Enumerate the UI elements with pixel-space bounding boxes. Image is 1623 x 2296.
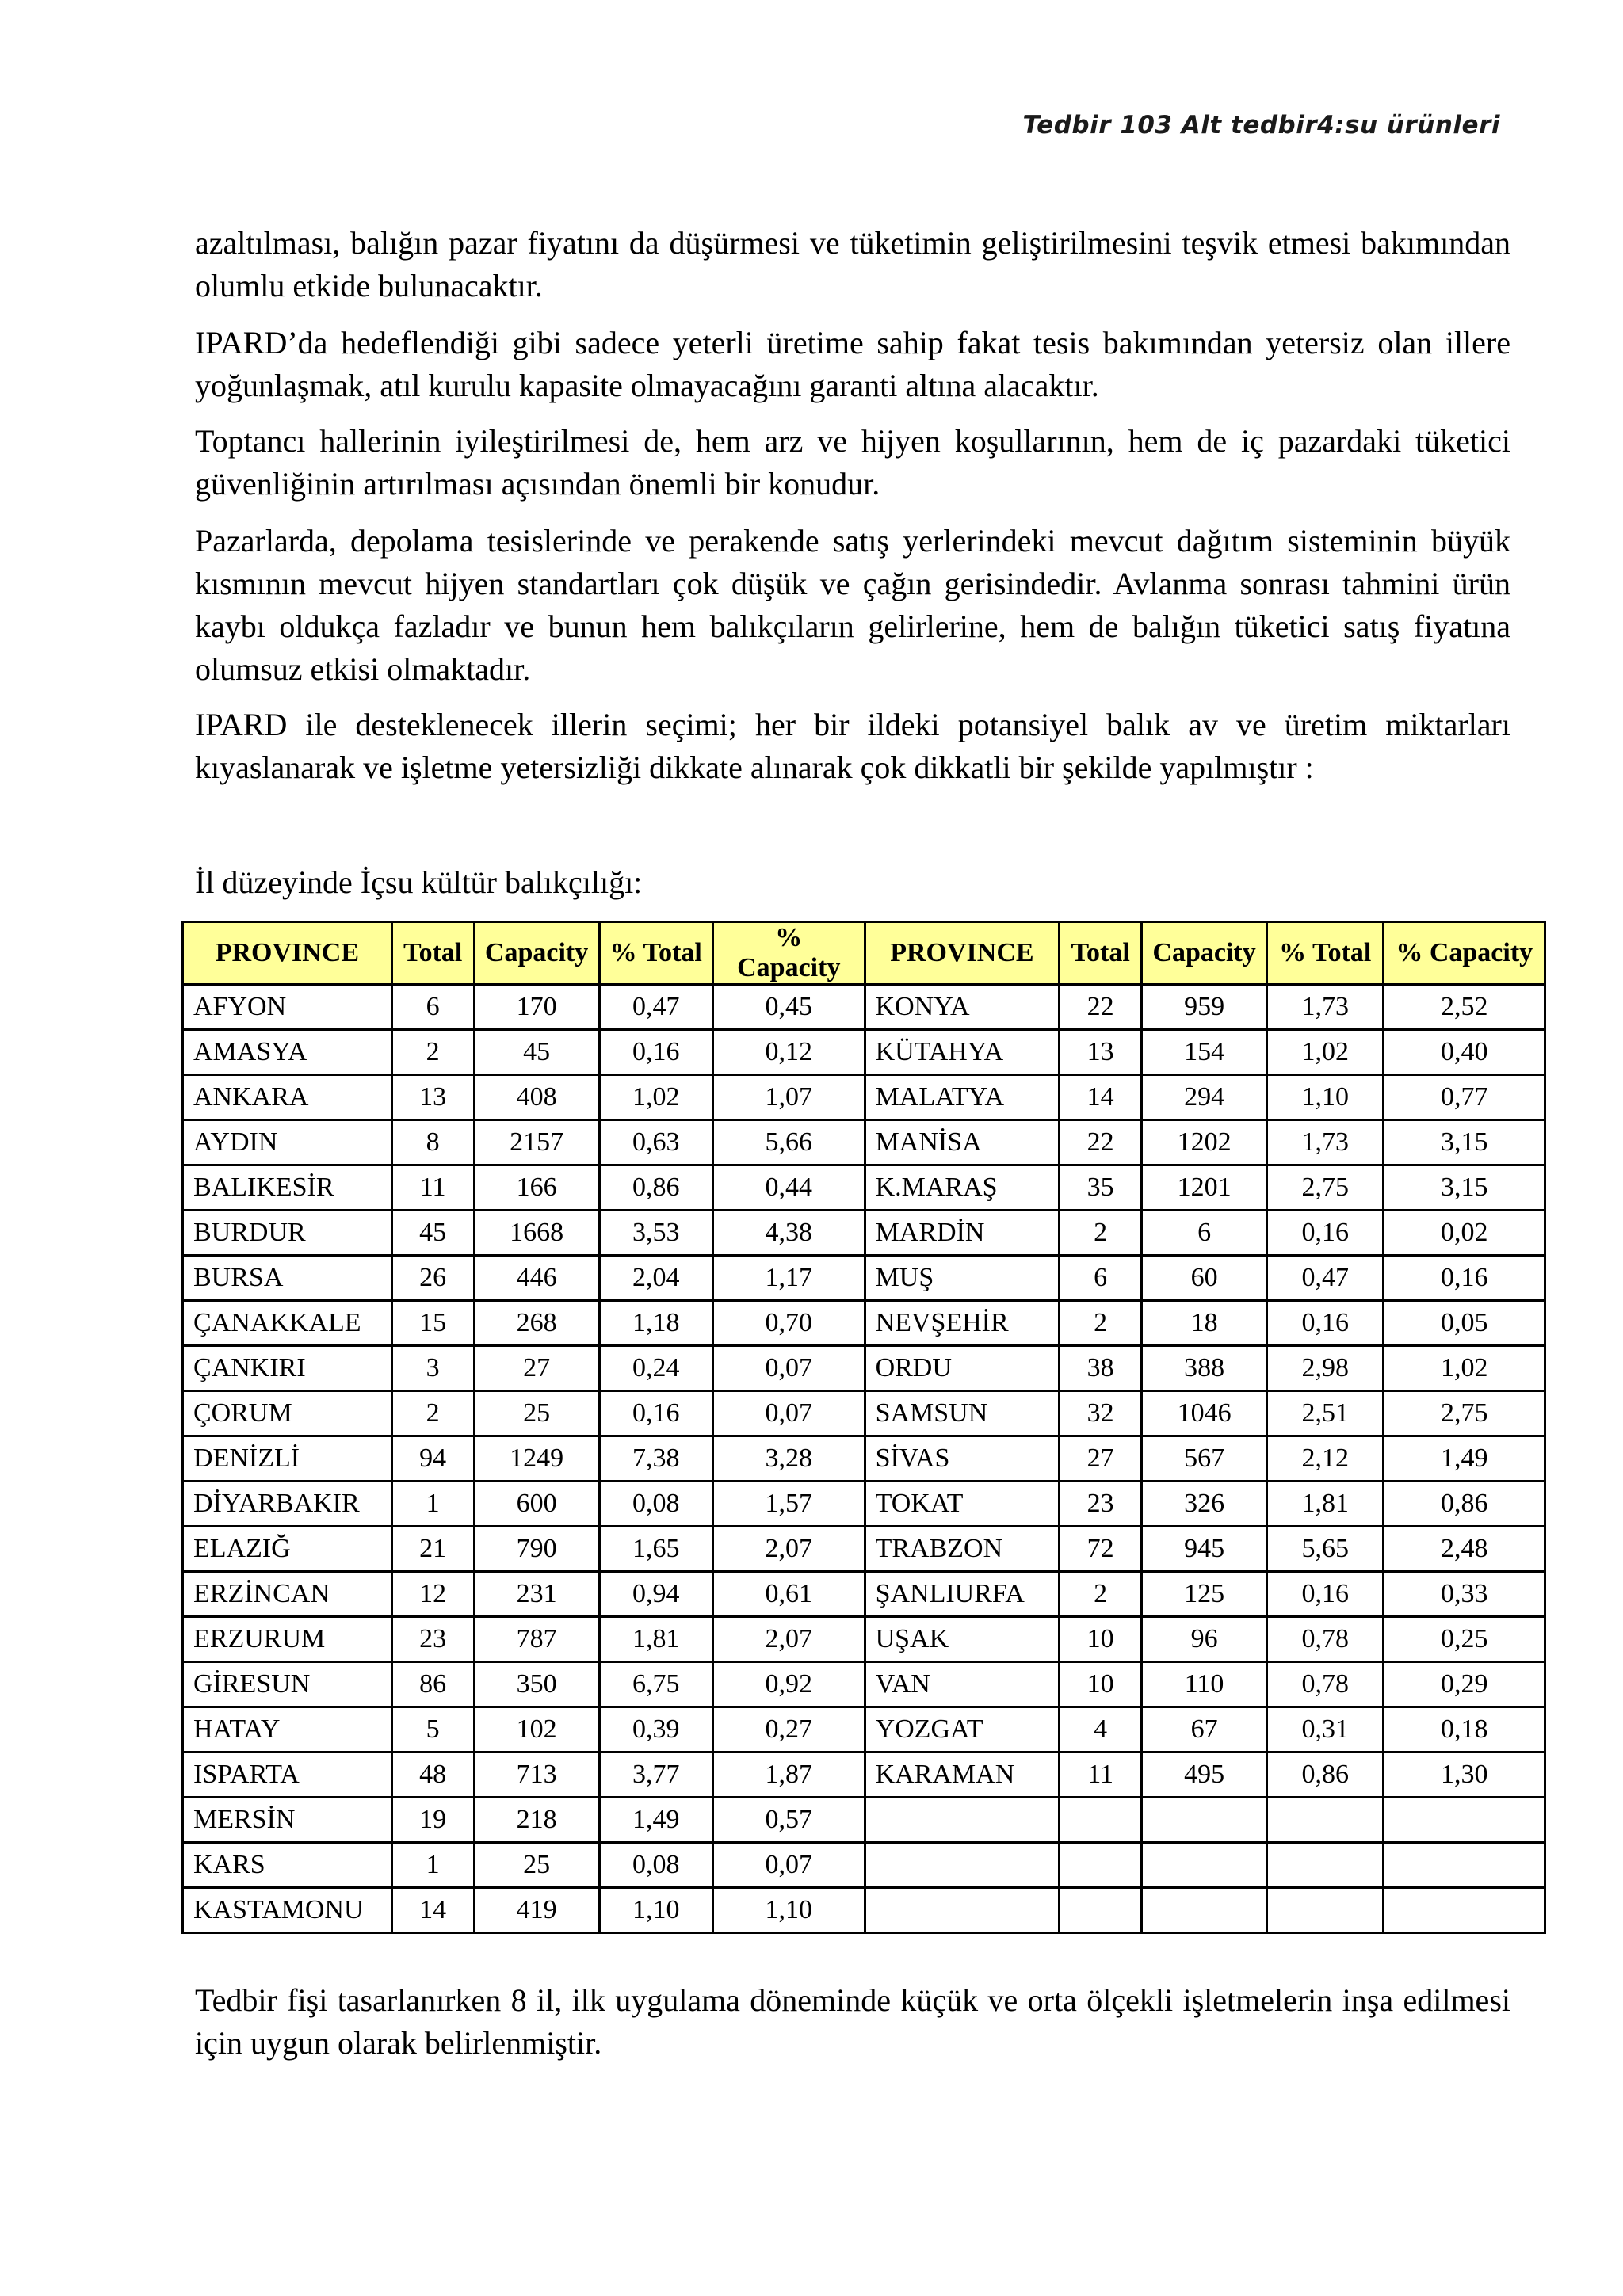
value-cell: 713 <box>474 1753 599 1798</box>
value-cell: 5 <box>391 1707 474 1753</box>
value-cell: 0,40 <box>1384 1030 1545 1075</box>
value-cell <box>1060 1798 1142 1843</box>
table-row <box>183 1753 1545 1798</box>
province-cell: KARAMAN <box>865 1753 1060 1798</box>
province-cell: VAN <box>865 1662 1060 1707</box>
value-cell: 1,02 <box>1384 1346 1545 1391</box>
value-cell: 25 <box>474 1843 599 1888</box>
value-cell: 0,57 <box>713 1798 865 1843</box>
province-cell: MANİSA <box>865 1120 1060 1165</box>
paragraph-1: azaltılması, balığın pazar fiyatını da düşürmesi ve tüketimin geliştirilmesini teşvik etmesi bakımından olumlu etkide bulunacaktır. <box>195 225 1510 303</box>
value-cell: 1,73 <box>1267 985 1384 1030</box>
value-cell: 787 <box>474 1617 599 1662</box>
value-cell: 1,02 <box>1267 1030 1384 1075</box>
value-cell: 18 <box>1142 1301 1267 1346</box>
paragraph-5: IPARD ile desteklenecek illerin seçimi; her bir ildeki potansiyel balık av ve üretim miktarları kıyaslanarak ve işletme yetersizliği dikkate alınarak çok dikkatli bir şekilde yapılmıştır : <box>195 707 1510 785</box>
value-cell: 3,28 <box>713 1436 865 1482</box>
value-cell: 2,75 <box>1384 1391 1545 1436</box>
province-cell: KÜTAHYA <box>865 1030 1060 1075</box>
value-cell <box>1384 1888 1545 1933</box>
col-header: Capacity <box>1142 922 1267 985</box>
value-cell: 26 <box>391 1256 474 1301</box>
value-cell: 218 <box>474 1798 599 1843</box>
province-cell: ORDU <box>865 1346 1060 1391</box>
col-header: PROVINCE <box>183 922 392 985</box>
table-header-row <box>183 922 1545 985</box>
province-cell: AFYON <box>183 985 392 1030</box>
table-row <box>183 1482 1545 1527</box>
value-cell: 2,98 <box>1267 1346 1384 1391</box>
value-cell: 22 <box>1060 1120 1142 1165</box>
value-cell: 0,02 <box>1384 1211 1545 1256</box>
value-cell: 3,53 <box>599 1211 712 1256</box>
value-cell: 0,07 <box>713 1843 865 1888</box>
value-cell: 86 <box>391 1662 474 1707</box>
value-cell: 0,31 <box>1267 1707 1384 1753</box>
province-cell: BURDUR <box>183 1211 392 1256</box>
value-cell: 0,78 <box>1267 1662 1384 1707</box>
province-cell: GİRESUN <box>183 1662 392 1707</box>
province-cell: SAMSUN <box>865 1391 1060 1436</box>
closing-paragraph: Tedbir fişi tasarlanırken 8 il, ilk uygulama döneminde küçük ve orta ölçekli işletmelerin inşa edilmesi için uygun olarak belirlenmiştir. <box>195 1982 1510 2061</box>
table-row <box>183 1617 1545 1662</box>
province-cell: MUŞ <box>865 1256 1060 1301</box>
table-row <box>183 1391 1545 1436</box>
value-cell: 1,81 <box>1267 1482 1384 1527</box>
value-cell: 7,38 <box>599 1436 712 1482</box>
value-cell: 0,24 <box>599 1346 712 1391</box>
value-cell: 2,12 <box>1267 1436 1384 1482</box>
value-cell: 2,48 <box>1384 1527 1545 1572</box>
table-row <box>183 1662 1545 1707</box>
province-cell: DİYARBAKIR <box>183 1482 392 1527</box>
value-cell: 27 <box>1060 1436 1142 1482</box>
value-cell: 32 <box>1060 1391 1142 1436</box>
value-cell: 0,44 <box>713 1165 865 1211</box>
table-caption: İl düzeyinde İçsu kültür balıkçılığı: <box>195 864 643 900</box>
value-cell: 3,15 <box>1384 1165 1545 1211</box>
value-cell: 2 <box>1060 1301 1142 1346</box>
value-cell <box>1060 1843 1142 1888</box>
province-table <box>181 921 1546 1934</box>
value-cell: 790 <box>474 1527 599 1572</box>
value-cell <box>1142 1843 1267 1888</box>
col-header: % Total <box>1267 922 1384 985</box>
value-cell: 45 <box>474 1030 599 1075</box>
value-cell: 154 <box>1142 1030 1267 1075</box>
value-cell: 15 <box>391 1301 474 1346</box>
col-header: Total <box>391 922 474 985</box>
value-cell: 1,30 <box>1384 1753 1545 1798</box>
value-cell: 0,33 <box>1384 1572 1545 1617</box>
value-cell: 1,49 <box>1384 1436 1545 1482</box>
running-header: Tedbir 103 Alt tedbir4:su ürünleri <box>1022 111 1500 139</box>
value-cell: 0,16 <box>599 1030 712 1075</box>
province-cell: KARS <box>183 1843 392 1888</box>
province-cell: MARDİN <box>865 1211 1060 1256</box>
value-cell <box>1384 1798 1545 1843</box>
province-cell: KASTAMONU <box>183 1888 392 1933</box>
value-cell: 0,94 <box>599 1572 712 1617</box>
province-cell: SİVAS <box>865 1436 1060 1482</box>
value-cell: 0,63 <box>599 1120 712 1165</box>
value-cell <box>1384 1843 1545 1888</box>
value-cell: 2,04 <box>599 1256 712 1301</box>
value-cell: 0,77 <box>1384 1075 1545 1120</box>
value-cell: 13 <box>391 1075 474 1120</box>
value-cell: 1202 <box>1142 1120 1267 1165</box>
value-cell: 567 <box>1142 1436 1267 1482</box>
value-cell: 1 <box>391 1482 474 1527</box>
value-cell <box>1060 1888 1142 1933</box>
value-cell: 0,05 <box>1384 1301 1545 1346</box>
value-cell: 1,07 <box>713 1075 865 1120</box>
table-row <box>183 1211 1545 1256</box>
value-cell: 11 <box>391 1165 474 1211</box>
value-cell: 388 <box>1142 1346 1267 1391</box>
value-cell: 1,10 <box>1267 1075 1384 1120</box>
value-cell: 1,87 <box>713 1753 865 1798</box>
value-cell: 0,29 <box>1384 1662 1545 1707</box>
value-cell: 2 <box>391 1391 474 1436</box>
value-cell <box>1142 1888 1267 1933</box>
province-cell: AYDIN <box>183 1120 392 1165</box>
value-cell: 3,15 <box>1384 1120 1545 1165</box>
table-row <box>183 1707 1545 1753</box>
value-cell: 945 <box>1142 1527 1267 1572</box>
province-cell <box>865 1843 1060 1888</box>
value-cell: 5,66 <box>713 1120 865 1165</box>
value-cell: 60 <box>1142 1256 1267 1301</box>
province-cell: ANKARA <box>183 1075 392 1120</box>
value-cell: 0,25 <box>1384 1617 1545 1662</box>
value-cell: 6 <box>391 985 474 1030</box>
value-cell: 0,16 <box>1384 1256 1545 1301</box>
table-row <box>183 1030 1545 1075</box>
value-cell: 8 <box>391 1120 474 1165</box>
value-cell: 6 <box>1060 1256 1142 1301</box>
value-cell: 3,77 <box>599 1753 712 1798</box>
value-cell: 96 <box>1142 1617 1267 1662</box>
province-cell: ÇANAKKALE <box>183 1301 392 1346</box>
value-cell: 2,52 <box>1384 985 1545 1030</box>
table-row <box>183 1346 1545 1391</box>
table-row <box>183 1843 1545 1888</box>
value-cell: 5,65 <box>1267 1527 1384 1572</box>
value-cell: 419 <box>474 1888 599 1933</box>
province-cell: BURSA <box>183 1256 392 1301</box>
paragraph-3: Toptancı hallerinin iyileştirilmesi de, hem arz ve hijyen koşullarının, hem de iç pazardaki tüketici güvenliğinin artırılması açısından önemli bir konudur. <box>195 423 1510 502</box>
value-cell: 23 <box>391 1617 474 1662</box>
value-cell: 2,51 <box>1267 1391 1384 1436</box>
value-cell: 10 <box>1060 1662 1142 1707</box>
value-cell: 1,02 <box>599 1075 712 1120</box>
value-cell <box>1142 1798 1267 1843</box>
value-cell: 1,81 <box>599 1617 712 1662</box>
value-cell: 10 <box>1060 1617 1142 1662</box>
value-cell: 14 <box>391 1888 474 1933</box>
value-cell: 25 <box>474 1391 599 1436</box>
value-cell: 0,45 <box>713 985 865 1030</box>
value-cell: 0,16 <box>599 1391 712 1436</box>
value-cell: 350 <box>474 1662 599 1707</box>
table-row <box>183 1256 1545 1301</box>
table-row <box>183 1798 1545 1843</box>
table-row <box>183 1120 1545 1165</box>
value-cell: 1,10 <box>713 1888 865 1933</box>
value-cell: 0,92 <box>713 1662 865 1707</box>
value-cell: 1,73 <box>1267 1120 1384 1165</box>
table-row <box>183 1888 1545 1933</box>
value-cell: 22 <box>1060 985 1142 1030</box>
value-cell: 23 <box>1060 1482 1142 1527</box>
value-cell: 19 <box>391 1798 474 1843</box>
value-cell: 1249 <box>474 1436 599 1482</box>
value-cell: 0,61 <box>713 1572 865 1617</box>
value-cell: 3 <box>391 1346 474 1391</box>
paragraph-2: IPARD’da hedeflendiği gibi sadece yeterli üretime sahip fakat tesis bakımından yetersiz olan illere yoğunlaşmak, atıl kurulu kapasite olmayacağını garanti altına alacaktır. <box>195 325 1510 403</box>
value-cell: 12 <box>391 1572 474 1617</box>
value-cell: 0,07 <box>713 1346 865 1391</box>
col-header: PROVINCE <box>865 922 1060 985</box>
value-cell: 35 <box>1060 1165 1142 1211</box>
table-row <box>183 985 1545 1030</box>
value-cell: 0,86 <box>1267 1753 1384 1798</box>
value-cell: 2 <box>1060 1211 1142 1256</box>
value-cell: 45 <box>391 1211 474 1256</box>
value-cell: 1,18 <box>599 1301 712 1346</box>
province-cell: DENİZLİ <box>183 1436 392 1482</box>
value-cell: 0,27 <box>713 1707 865 1753</box>
table-row <box>183 1436 1545 1482</box>
value-cell: 268 <box>474 1301 599 1346</box>
table-row <box>183 1527 1545 1572</box>
province-cell: ELAZIĞ <box>183 1527 392 1572</box>
col-header: % Total <box>599 922 712 985</box>
province-cell: ÇORUM <box>183 1391 392 1436</box>
province-cell: TOKAT <box>865 1482 1060 1527</box>
province-cell: NEVŞEHİR <box>865 1301 1060 1346</box>
province-cell: BALIKESİR <box>183 1165 392 1211</box>
value-cell: 0,08 <box>599 1482 712 1527</box>
value-cell: 0,70 <box>713 1301 865 1346</box>
value-cell: 102 <box>474 1707 599 1753</box>
province-cell: KONYA <box>865 985 1060 1030</box>
value-cell: 294 <box>1142 1075 1267 1120</box>
value-cell: 110 <box>1142 1662 1267 1707</box>
value-cell: 1046 <box>1142 1391 1267 1436</box>
value-cell: 231 <box>474 1572 599 1617</box>
value-cell: 38 <box>1060 1346 1142 1391</box>
value-cell: 13 <box>1060 1030 1142 1075</box>
value-cell: 446 <box>474 1256 599 1301</box>
province-cell: K.MARAŞ <box>865 1165 1060 1211</box>
table-row <box>183 1075 1545 1120</box>
value-cell: 48 <box>391 1753 474 1798</box>
value-cell: 0,16 <box>1267 1301 1384 1346</box>
value-cell: 1668 <box>474 1211 599 1256</box>
value-cell: 27 <box>474 1346 599 1391</box>
value-cell: 2 <box>1060 1572 1142 1617</box>
province-cell: ERZİNCAN <box>183 1572 392 1617</box>
value-cell: 170 <box>474 985 599 1030</box>
value-cell: 1 <box>391 1843 474 1888</box>
col-header: Capacity <box>474 922 599 985</box>
value-cell: 0,47 <box>599 985 712 1030</box>
value-cell: 2 <box>391 1030 474 1075</box>
value-cell: 1,49 <box>599 1798 712 1843</box>
value-cell: 600 <box>474 1482 599 1527</box>
province-cell <box>865 1888 1060 1933</box>
value-cell: 21 <box>391 1527 474 1572</box>
value-cell: 2,07 <box>713 1527 865 1572</box>
value-cell: 166 <box>474 1165 599 1211</box>
province-cell: YOZGAT <box>865 1707 1060 1753</box>
value-cell: 125 <box>1142 1572 1267 1617</box>
value-cell: 0,07 <box>713 1391 865 1436</box>
value-cell: 6,75 <box>599 1662 712 1707</box>
value-cell: 14 <box>1060 1075 1142 1120</box>
value-cell: 0,16 <box>1267 1211 1384 1256</box>
value-cell: 1,65 <box>599 1527 712 1572</box>
value-cell: 72 <box>1060 1527 1142 1572</box>
province-cell: MALATYA <box>865 1075 1060 1120</box>
province-cell: MERSİN <box>183 1798 392 1843</box>
province-cell: ÇANKIRI <box>183 1346 392 1391</box>
value-cell: 0,86 <box>599 1165 712 1211</box>
value-cell <box>1267 1843 1384 1888</box>
value-cell: 0,08 <box>599 1843 712 1888</box>
paragraph-4: Pazarlarda, depolama tesislerinde ve perakende satış yerlerindeki mevcut dağıtım sisteminin büyük kısmının mevcut hijyen standartları çok düşük ve çağın gerisindedir. Avlanma sonrası tahmini ürün kaybı oldukça fazladır ve bunun hem balıkçıların gelirlerine, hem de balığın tüketici satış fiyatına olumsuz etkisi olmaktadır. <box>195 523 1510 687</box>
value-cell: 6 <box>1142 1211 1267 1256</box>
value-cell: 0,12 <box>713 1030 865 1075</box>
value-cell: 0,18 <box>1384 1707 1545 1753</box>
value-cell: 495 <box>1142 1753 1267 1798</box>
value-cell: 67 <box>1142 1707 1267 1753</box>
value-cell: 11 <box>1060 1753 1142 1798</box>
value-cell: 2157 <box>474 1120 599 1165</box>
value-cell <box>1267 1888 1384 1933</box>
value-cell: 326 <box>1142 1482 1267 1527</box>
value-cell: 0,39 <box>599 1707 712 1753</box>
table-row <box>183 1165 1545 1211</box>
value-cell: 959 <box>1142 985 1267 1030</box>
value-cell: 1201 <box>1142 1165 1267 1211</box>
province-cell: UŞAK <box>865 1617 1060 1662</box>
value-cell: 0,86 <box>1384 1482 1545 1527</box>
value-cell <box>1267 1798 1384 1843</box>
value-cell: 94 <box>391 1436 474 1482</box>
value-cell: 2,75 <box>1267 1165 1384 1211</box>
value-cell: 4 <box>1060 1707 1142 1753</box>
table-body <box>183 985 1545 1933</box>
province-cell: ŞANLIURFA <box>865 1572 1060 1617</box>
value-cell: 1,57 <box>713 1482 865 1527</box>
value-cell: 0,47 <box>1267 1256 1384 1301</box>
value-cell: 408 <box>474 1075 599 1120</box>
table-row <box>183 1301 1545 1346</box>
value-cell: 0,16 <box>1267 1572 1384 1617</box>
province-cell: ERZURUM <box>183 1617 392 1662</box>
value-cell: 1,10 <box>599 1888 712 1933</box>
col-header: % Capacity <box>713 922 865 985</box>
table-row <box>183 1572 1545 1617</box>
province-cell: TRABZON <box>865 1527 1060 1572</box>
province-cell <box>865 1798 1060 1843</box>
col-header: Total <box>1060 922 1142 985</box>
value-cell: 2,07 <box>713 1617 865 1662</box>
value-cell: 1,17 <box>713 1256 865 1301</box>
province-cell: AMASYA <box>183 1030 392 1075</box>
col-header: % Capacity <box>1384 922 1545 985</box>
province-cell: ISPARTA <box>183 1753 392 1798</box>
province-cell: HATAY <box>183 1707 392 1753</box>
value-cell: 4,38 <box>713 1211 865 1256</box>
value-cell: 0,78 <box>1267 1617 1384 1662</box>
